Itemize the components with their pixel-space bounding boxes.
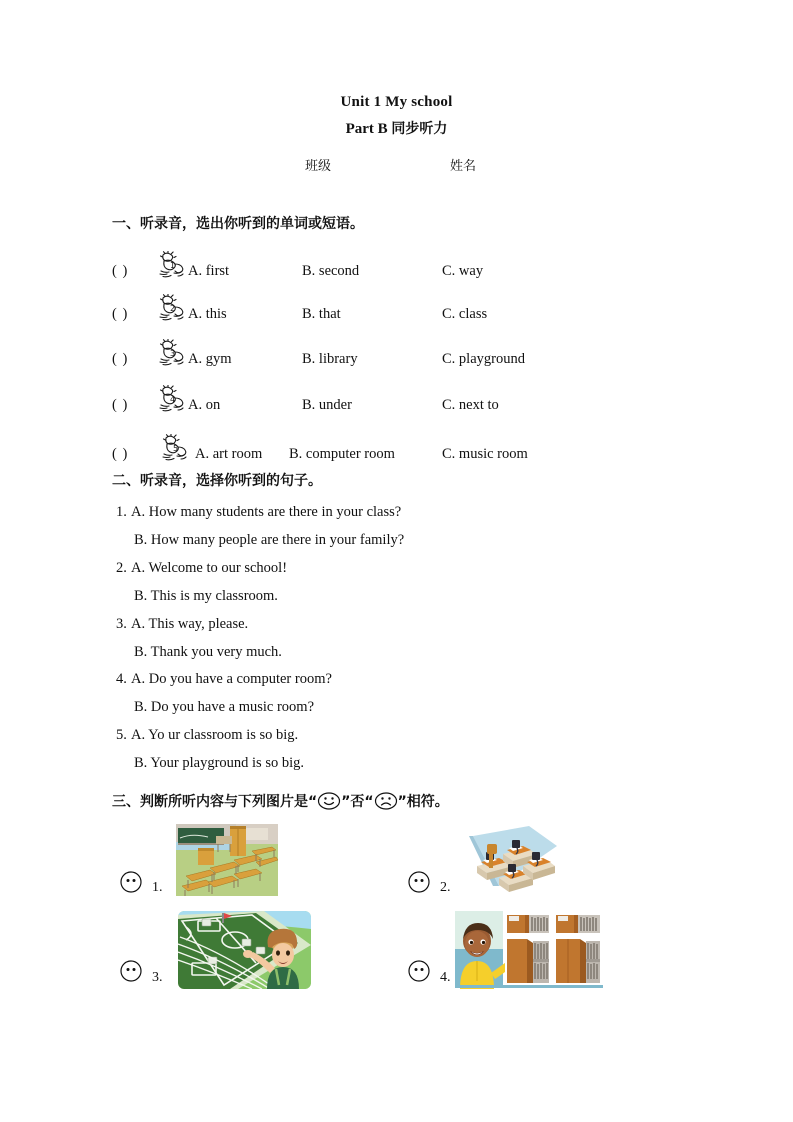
option-b[interactable]: B. Do you have a music room? bbox=[134, 699, 315, 715]
scribble-number: 4 bbox=[170, 395, 176, 404]
option-b[interactable]: B. computer room bbox=[289, 446, 395, 462]
option-b[interactable]: B. How many people are there in your family? bbox=[134, 532, 405, 548]
class-label: 班级 bbox=[305, 159, 332, 174]
option-a[interactable]: A. Welcome to our school! bbox=[131, 560, 288, 576]
section-1-row bbox=[112, 438, 732, 468]
page-title: Unit 1 My school bbox=[340, 94, 453, 110]
option-a[interactable]: A. this bbox=[188, 306, 227, 322]
scribble-1-icon bbox=[157, 251, 191, 281]
option-a[interactable]: A. gym bbox=[188, 351, 232, 367]
picture-number: 4. bbox=[440, 970, 451, 985]
option-a[interactable]: A. How many students are there in your class? bbox=[131, 504, 402, 520]
part-title bbox=[0, 118, 793, 140]
picture-number: 3. bbox=[152, 970, 163, 985]
section-1-heading: 一、听录音，选出你听到的单词或短语。 bbox=[112, 216, 364, 232]
section-2-item[interactable] bbox=[116, 560, 287, 577]
picture-number: 2. bbox=[440, 880, 451, 895]
computer-room-picture bbox=[459, 824, 559, 896]
section-2-heading: 二、听录音，选择你听到的句子。 bbox=[112, 473, 322, 489]
section-2-item[interactable] bbox=[116, 616, 248, 633]
answer-circle-icon[interactable] bbox=[408, 871, 430, 893]
answer-paren[interactable]: ( ) bbox=[112, 397, 129, 413]
item-number: 3. bbox=[116, 616, 127, 632]
item-number: 4. bbox=[116, 671, 127, 687]
section-3-heading bbox=[112, 791, 449, 811]
item-number: 2. bbox=[116, 560, 127, 576]
answer-paren[interactable]: ( ) bbox=[112, 263, 129, 279]
section-2-item[interactable] bbox=[116, 504, 401, 521]
smiley-face-icon bbox=[317, 792, 341, 810]
picture-number: 1. bbox=[152, 880, 163, 895]
answer-circle-icon[interactable] bbox=[408, 960, 430, 982]
option-b[interactable]: B. that bbox=[302, 306, 341, 322]
answer-circle-icon[interactable] bbox=[120, 960, 142, 982]
option-c[interactable]: C. music room bbox=[442, 446, 528, 462]
name-label: 姓名 bbox=[450, 159, 477, 174]
playground-picture bbox=[178, 911, 311, 989]
part-label: Part B bbox=[345, 121, 388, 137]
option-c[interactable]: C. class bbox=[442, 306, 488, 322]
page-header bbox=[0, 92, 793, 140]
frowning-face-icon bbox=[374, 792, 398, 810]
option-b[interactable]: B. Your playground is so big. bbox=[134, 755, 304, 771]
option-b[interactable]: B. second bbox=[302, 263, 360, 279]
part-label-cn: 同步听力 bbox=[391, 121, 448, 137]
scribble-5-icon bbox=[160, 434, 194, 464]
classroom-picture bbox=[176, 824, 278, 896]
scribble-number: 1 bbox=[170, 261, 176, 270]
option-b[interactable]: B. This is my classroom. bbox=[134, 588, 278, 604]
answer-paren[interactable]: ( ) bbox=[112, 446, 129, 462]
section-3-heading-part2: ”否“ bbox=[341, 794, 374, 810]
library-picture bbox=[455, 911, 603, 989]
scribble-number: 2 bbox=[170, 304, 176, 313]
option-b[interactable]: B. under bbox=[302, 397, 352, 413]
option-b[interactable]: B. Thank you very much. bbox=[134, 644, 282, 660]
section-3-heading-part3: ”相符。 bbox=[397, 794, 449, 810]
section-2-item[interactable] bbox=[116, 727, 298, 744]
option-a[interactable]: A. Yo ur classroom is so big. bbox=[131, 727, 299, 743]
option-a[interactable]: A. on bbox=[188, 397, 221, 413]
item-number: 5. bbox=[116, 727, 127, 743]
option-c[interactable]: C. way bbox=[442, 263, 484, 279]
scribble-4-icon bbox=[157, 385, 191, 415]
scribble-number: 3 bbox=[170, 349, 176, 358]
item-number: 1. bbox=[116, 504, 127, 520]
option-c[interactable]: C. next to bbox=[442, 397, 499, 413]
scribble-3-icon bbox=[157, 339, 191, 369]
scribble-2-icon bbox=[157, 294, 191, 324]
section-2-item[interactable] bbox=[116, 671, 332, 688]
section-1-row bbox=[112, 255, 732, 285]
option-a[interactable]: A. art room bbox=[195, 446, 263, 462]
section-3-heading-part1: 三、判断所听内容与下列图片是“ bbox=[112, 794, 318, 810]
section-1-row bbox=[112, 343, 732, 373]
answer-paren[interactable]: ( ) bbox=[112, 306, 129, 322]
option-c[interactable]: C. playground bbox=[442, 351, 525, 367]
section-1-row bbox=[112, 389, 732, 419]
answer-circle-icon[interactable] bbox=[120, 871, 142, 893]
option-a[interactable]: A. Do you have a computer room? bbox=[131, 671, 332, 687]
option-a[interactable]: A. This way, please. bbox=[131, 616, 249, 632]
answer-paren[interactable]: ( ) bbox=[112, 351, 129, 367]
option-b[interactable]: B. library bbox=[302, 351, 358, 367]
option-a[interactable]: A. first bbox=[188, 263, 230, 279]
section-1-row bbox=[112, 298, 732, 328]
scribble-number: 5 bbox=[173, 444, 179, 453]
